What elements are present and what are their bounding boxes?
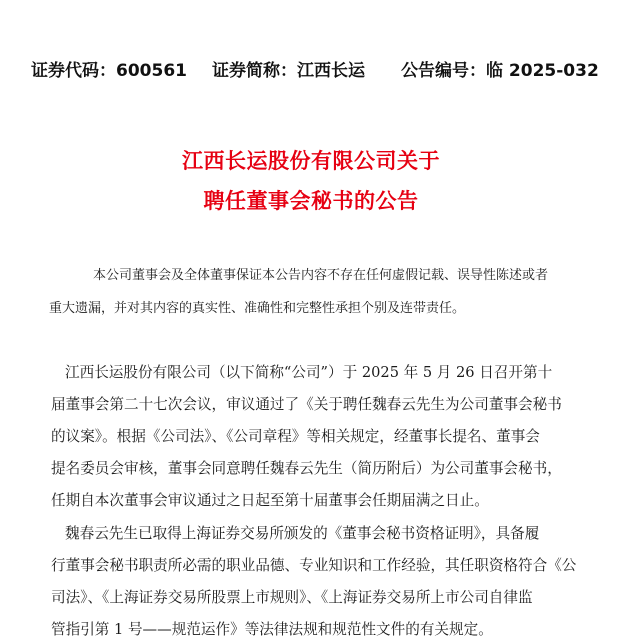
- board-statement-line-1: 本公司董事会及全体董事保证本公告内容不存在任何虚假记载、误导性陈述或者: [93, 268, 549, 283]
- paragraph-2-line: 管指引第 1 号——规范运作》等法律法规和规范性文件的有关规定。: [51, 621, 493, 638]
- paragraph-1-line: 任期自本次董事会审议通过之日起至第十届董事会任期届满之日止。: [51, 492, 489, 509]
- paragraph-2-line: 行董事会秘书职责所必需的职业品德、专业知识和工作经验，其任职资格符合《公: [51, 557, 577, 574]
- announcement-title-line-1: 江西长运股份有限公司关于: [182, 149, 440, 173]
- paragraph-1-line: 届董事会第二十七次会议，审议通过了《关于聘任魏春云先生为公司董事会秘书: [51, 396, 562, 413]
- paragraph-2-line: 司法》、《上海证券交易所股票上市规则》、《上海证券交易所上市公司自律监: [51, 589, 533, 606]
- security-code: 证券代码：600561: [31, 61, 187, 81]
- paragraph-2-line: 魏春云先生已取得上海证券交易所颁发的《董事会秘书资格证明》，具备履: [65, 525, 540, 542]
- paragraph-1-line: 的议案》。根据《公司法》、《公司章程》等相关规定，经董事长提名、董事会: [51, 428, 540, 445]
- document-header: [31, 56, 599, 82]
- security-abbreviation: 证券简称：江西长运: [212, 61, 365, 81]
- announcement-number: 公告编号：临 2025-032: [401, 61, 599, 81]
- announcement-title-line-2: 聘任董事会秘书的公告: [203, 189, 419, 213]
- paragraph-1-line: 江西长运股份有限公司（以下简称“公司”）于 2025 年 5 月 26 日召开第十: [65, 364, 553, 381]
- board-statement-line-2: 重大遗漏，并对其内容的真实性、准确性和完整性承担个别及连带责任。: [49, 301, 466, 316]
- paragraph-1-line: 提名委员会审核，董事会同意聘任魏春云先生（简历附后）为公司董事会秘书，: [51, 460, 562, 477]
